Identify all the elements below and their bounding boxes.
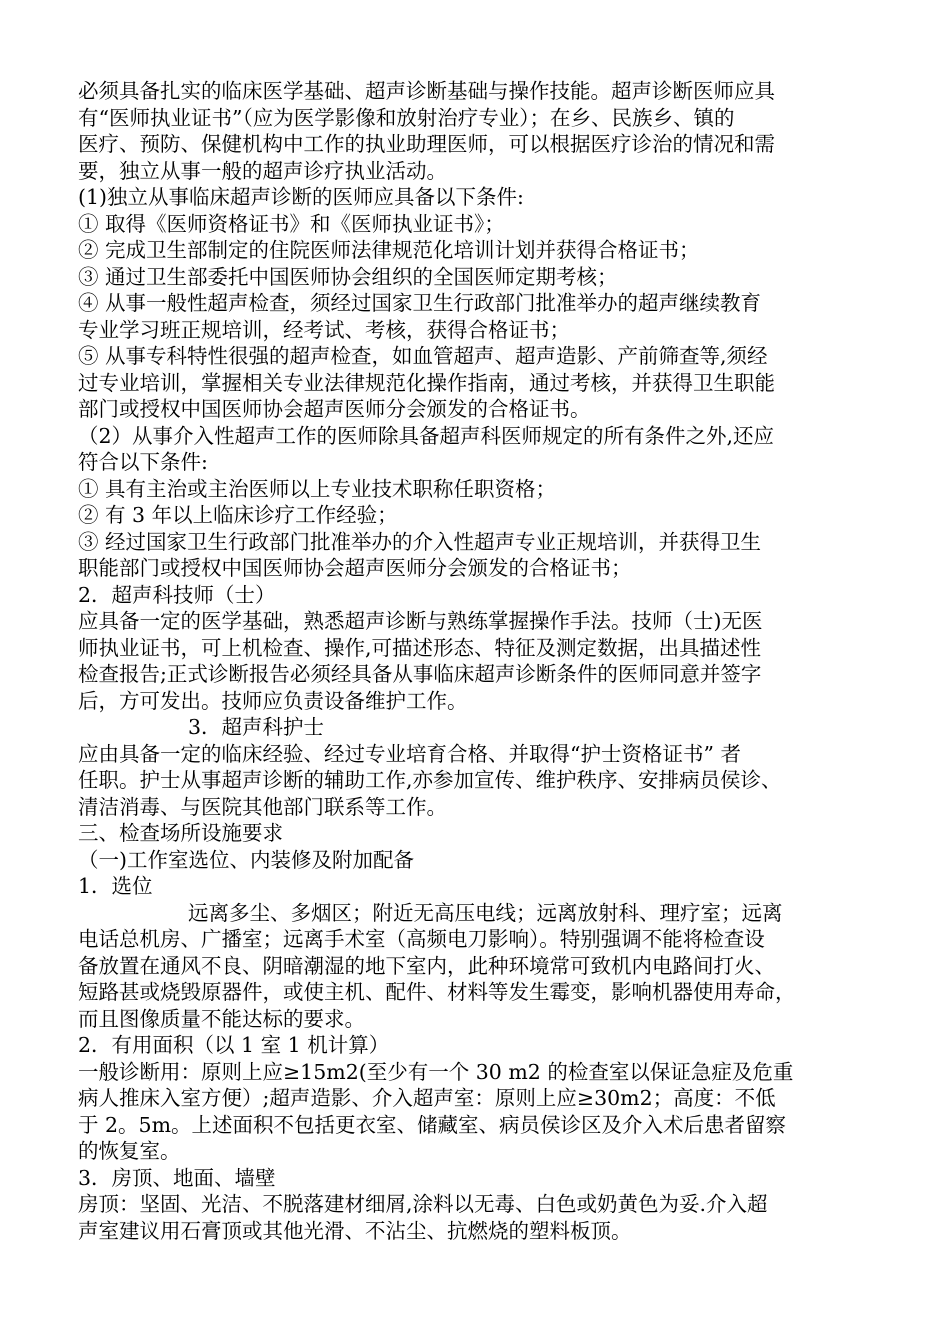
text-line: 应由具备一定的临床经验、经过专业培育合格、并取得“护士资格证书” 者 [78,741,741,766]
section-heading: 3．超声科护士 [188,715,325,739]
text-line: 病人推床入室方便）;超声造影、介入超声室：原则上应≥30m2；高度：不低 [78,1086,776,1110]
section-heading: （2）从事介入性超声工作的医师除具备超声科医师规定的所有条件之外,还应 [78,423,775,448]
text-line: 短路甚或烧毁原器件，或使主机、配件、材料等发生霉变，影响机器使用寿命， [78,980,796,1004]
text-line: 专业学习班正规培训，经考试、考核，获得合格证书； [78,317,570,342]
text-line: 应具备一定的医学基础，熟悉超声诊断与熟练掌握操作手法。技师（士)无医 [78,609,763,633]
text-line: 检查报告;正式诊断报告必须经具备从事临床超声诊断条件的医师同意并签字 [78,662,762,686]
section-heading: 三、检查场所设施要求 [78,821,283,845]
section-heading: （一)工作室选位、内装修及附加配备 [78,847,414,872]
text-line: 的恢复室。 [78,1139,181,1163]
text-line: 房顶：坚固、光洁、不脱落建材细屑,涂料以无毒、白色或奶黄色为妥.介入超 [78,1192,768,1216]
text-line: 职能部门或授权中国医师协会超声医师分会颁发的合格证书； [78,556,632,580]
section-heading: (1)独立从事临床超声诊断的医师应具备以下条件: [78,185,524,209]
text-line: 必须具备扎实的临床医学基础、超声诊断基础与操作技能。超声诊断医师应具 [78,79,775,103]
text-line: 电话总机房、广播室；远离手术室（高频电刀影响）。特别强调不能将检查设 [78,927,765,951]
document-page [78,78,898,1244]
text-line: 医疗、预防、保健机构中工作的执业助理医师，可以根据医疗诊治的情况和需 [78,132,775,156]
text-line: 一般诊断用：原则上应≥15m2(至少有一个 30 m2 的检查室以保证急症及危重 [78,1059,794,1084]
list-item: ③ 通过卫生部委托中国医师协会组织的全国医师定期考核； [78,264,618,289]
text-line: 远离多尘、多烟区；附近无高压电线；远离放射科、理疗室；远离 [188,900,783,925]
text-line: 任职。护士从事超声诊断的辅助工作,亦参加宣传、维护秩序、安排病员侯诊、 [78,768,782,792]
section-heading: 3．房顶、地面、墙壁 [78,1165,276,1190]
text-line: 师执业证书，可上机检查、操作,可描述形态、特征及测定数据，出具描述性 [78,635,762,660]
text-line: 有“医师执业证书”（应为医学影像和放射治疗专业）；在乡、民族乡、镇的 [78,105,735,130]
list-item: ⑤ 从事专科特性很强的超声检查，如血管超声、超声造影、产前筛查等,须经 [78,344,768,368]
list-item: ① 具有主治或主治医师以上专业技术职称任职资格； [78,476,557,501]
list-item: ③ 经过国家卫生行政部门批准举办的介入性超声专业正规培训，并获得卫生 [78,529,762,554]
text-line: 部门或授权中国医师协会超声医师分会颁发的合格证书。 [78,397,591,421]
list-item: ① 取得《医师资格证书》和《医师执业证书》； [78,211,505,236]
text-line: 备放置在通风不良、阴暗潮湿的地下室内，此种环境常可致机内电路间打火、 [78,953,775,978]
section-heading: 2．有用面积（以 1 室 1 机计算） [78,1033,390,1057]
list-item: ② 完成卫生部制定的住院医师法律规范化培训计划并获得合格证书； [78,238,700,262]
text-line: 而且图像质量不能达标的要求。 [78,1006,365,1031]
text-line: 符合以下条件: [78,450,208,474]
list-item: ④ 从事一般性超声检查，须经过国家卫生行政部门批准举办的超声继续教育 [78,291,762,315]
text-line: 过专业培训，掌握相关专业法律规范化操作指南，通过考核，并获得卫生职能 [78,370,775,395]
text-line: 声室建议用石膏顶或其他光滑、不沾尘、抗燃烧的塑料板顶。 [78,1218,632,1243]
text-line: 要，独立从事一般的超声诊疗执业活动。 [78,158,447,183]
list-item: ② 有 3 年以上临床诊疗工作经验； [78,503,398,527]
text-line: 于 2。5m。上述面积不包括更衣室、储藏室、病员侯诊区及介入术后患者留察 [78,1112,787,1137]
text-line: 清洁消毒、与医院其他部门联系等工作。 [78,794,447,819]
section-heading: 2．超声科技师（士） [78,582,276,607]
section-heading: 1．选位 [78,874,153,898]
text-line: 后，方可发出。技师应负责设备维护工作。 [78,688,468,713]
